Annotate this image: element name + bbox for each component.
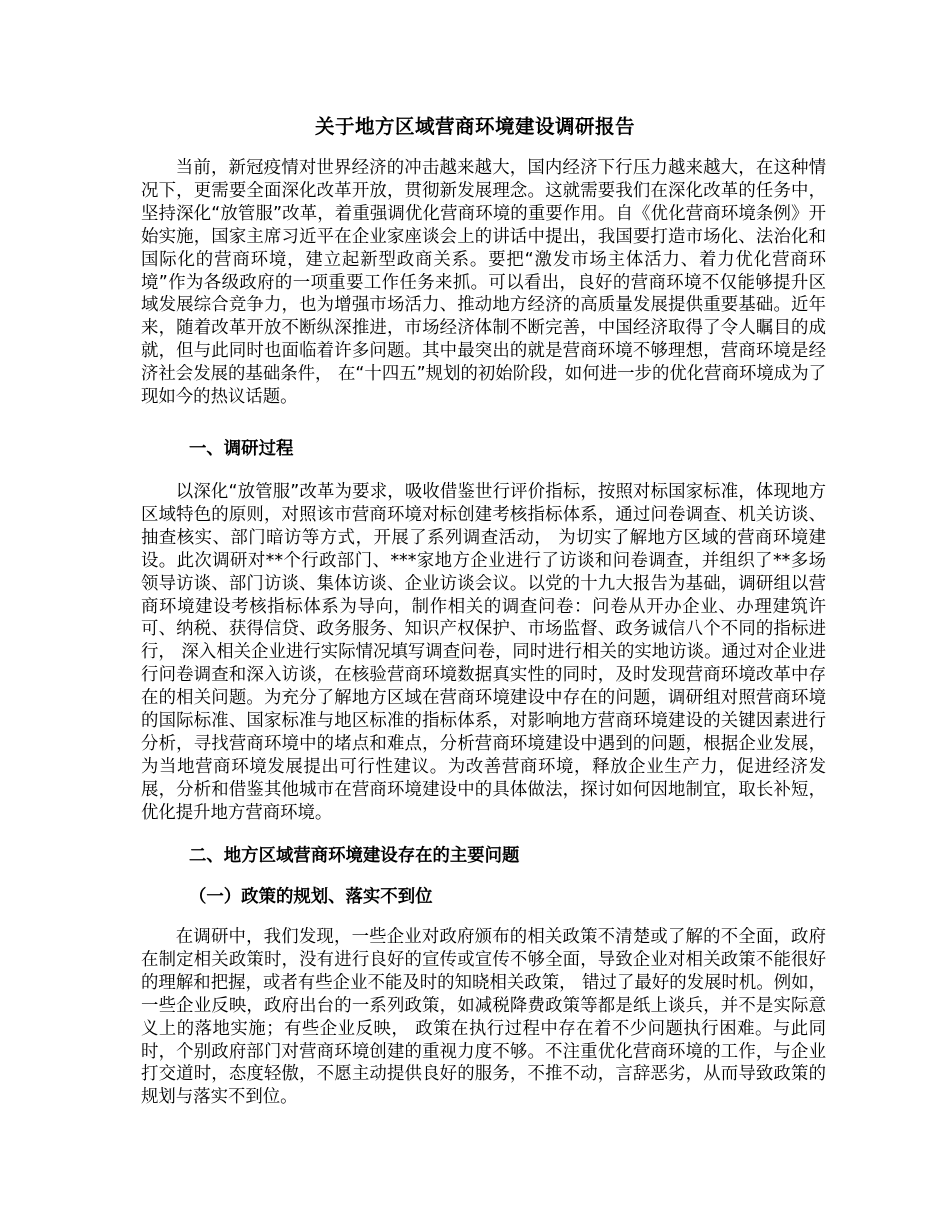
document-title: 关于地方区域营商环境建设调研报告 [314, 115, 635, 138]
section-heading-research-process: 一、调研过程 [189, 439, 294, 459]
research-process-paragraph: 以深化“放管服”改革为要求，吸收借鉴世行评价指标，按照对标国家标准，体现地方区域特色的原则，对照该市营商环境对标创建考核指标体系，通过问卷调查、机关访谈、抽查核实、部门暗访等方式，开展了系列调查活动， 为切实了解地方区域的营商环境建设。此次调研对**个行政部门、***家地方企业进行了访谈和问卷调查，并组织了**多场领导访谈、部门访谈、集体访谈、企业访谈会议。以党的十九大报告为基础，调研组以营商环境建设考核指标体系为导向，制作相关的调查问卷：问卷从开办企业、办理建筑许可、纳税、获得信贷、政务服务、知识产权保护、市场监督、政务诚信八个不同的指标进行， 深入相关企业进行实际情况填写调查问卷，同时进行相关的实地访谈。通过对企业进行问卷调查和深入访谈，在核验营商环境数据真实性的同时，及时发现营商环境改革中存在的相关问题。为充分了解地方区域在营商环境建设中存在的问题，调研组对照营商环境的国际标准、国家标准与地区标准的指标体系，对影响地方营商环境建设的关键因素进行分析，寻找营商环境中的堵点和难点，分析营商环境建设中遇到的问题，根据企业发展，为当地营商环境发展提出可行性建议。为改善营商环境，释放企业生产力，促进经济发展，分析和借鉴其他城市在营商环境建设中的具体做法，探讨如何因地制宜，取长补短，优化提升地方营商环境。 [141, 482, 826, 823]
subsection-heading-policy: （一）政策的规划、落实不到位 [189, 887, 433, 907]
policy-problem-paragraph: 在调研中，我们发现，一些企业对政府颁布的相关政策不清楚或了解的不全面，政府在制定相关政策时，没有进行良好的宣传或宣传不够全面，导致企业对相关政策不能很好的理解和把握，或者有些企业不能及时的知晓相关政策， 错过了最好的发展时机。例如，一些企业反映，政府出台的一系列政策，如减税降费政策等都是纸上谈兵，并不是实际意义上的落地实施；有些企业反映， 政策在执行过程中存在着不少问题执行困难。与此同时，个别政府部门对营商环境创建的重视力度不够。不注重优化营商环境的工作，与企业打交道时，态度轻傲，不愿主动提供良好的服务，不推不动，言辞恶劣，从而导致政策的规划与落实不到位。 [141, 927, 826, 1108]
intro-paragraph: 当前，新冠疫情对世界经济的冲击越来越大，国内经济下行压力越来越大，在这种情况下，更需要全面深化改革开放，贯彻新发展理念。这就需要我们在深化改革的任务中，坚持深化“放管服”改革，着重强调优化营商环境的重要作用。自《优化营商环境条例》开始实施，国家主席习近平在企业家座谈会上的讲话中提出，我国要打造市场化、法治化和国际化的营商环境，建立起新型政商关系。要把“激发市场主体活力、着力优化营商环境”作为各级政府的一项重要工作任务来抓。可以看出，良好的营商环境不仅能够提升区域发展综合竞争力，也为增强市场活力、推动地方经济的高质量发展提供重要基础。近年来，随着改革开放不断纵深推进，市场经济体制不断完善，中国经济取得了令人瞩目的成就，但与此同时也面临着许多问题。其中最突出的就是营商环境不够理想，营商环境是经济社会发展的基础条件， 在“十四五”规划的初始阶段，如何进一步的优化营商环境成为了现如今的热议话题。 [141, 158, 826, 408]
section-heading-main-problems: 二、地方区域营商环境建设存在的主要问题 [189, 846, 520, 866]
